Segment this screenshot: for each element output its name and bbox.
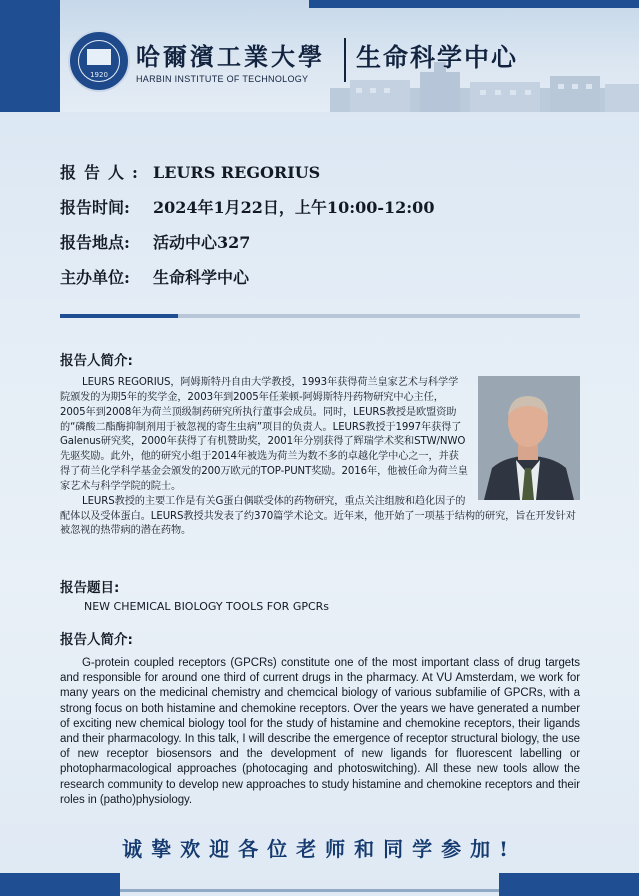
section-divider-accent	[60, 314, 178, 318]
speaker-row	[60, 160, 434, 195]
host-label: 主办单位:	[60, 268, 130, 287]
host-value: 生命科学中心	[153, 268, 250, 287]
university-name-cn: 哈爾濱工業大學	[136, 42, 325, 71]
speaker-label: 报告人:	[60, 163, 146, 182]
time-value: 2024年1月22日，上午10:00-12:00	[153, 198, 435, 217]
university-name-en: HARBIN INSTITUTE OF TECHNOLOGY	[136, 74, 309, 84]
place-label: 报告地点:	[60, 233, 130, 252]
place-value: 活动中心327	[153, 233, 251, 252]
bio-paragraph-1: LEURS REGORIUS，阿姆斯特丹自由大学教授，1993年获得荷兰皇家艺术与科学学院颁发的为期5年的奖学金，2003年到2005年任莱顿-阿姆斯特丹药物研究中心主任，2005年到2008年为荷兰顶级制药研究所执行董事会成员。同时，LEURS教授是欧盟资助的“磷酸二酯酶抑制剂用于被忽视的寄生虫病”项目的负责人。LEURS教授于1997年获得了Galenus研究奖，2000年获得了有机赞助奖，2001年分别获得了辉瑞学术奖和STW/NWO先驱奖励。此外，他的研究小组于2014年被选为荷兰为数不多的卓越化学中心之一，并获得了荷兰化学科学基金会颁发的200万欧元的TOP-PUNT奖励。2016年，他被任命为荷兰皇家艺术与科学学院的院士。	[60, 377, 468, 492]
speaker-name: LEURS REGORIUS	[153, 163, 321, 182]
talk-heading: 报告题目:	[60, 580, 120, 596]
speaker-photo	[478, 376, 580, 500]
abstract-text	[60, 656, 580, 808]
building-icon	[87, 49, 111, 65]
bio-text	[60, 376, 580, 539]
footer-accent-left	[0, 873, 120, 896]
talk-title: NEW CHEMICAL BIOLOGY TOOLS FOR GPCRs	[84, 600, 330, 613]
abstract-heading: 报告人简介:	[60, 632, 133, 648]
header-banner	[0, 0, 639, 112]
header-top-accent-bar	[309, 0, 639, 8]
abstract-paragraph: G-protein coupled receptors (GPCRs) constitute one of the most important class of drug targets and responsible for around one third of current drugs in the pharmacy. At VU Amsterdam, we work for many years on the medicinal chemistry and chemcical biology of various subfamilie of GPCRs, with a strong focus on both histamine and chemokine receptors. Over the years we have generated a number of exciting new chemical biology tool for the study of histamine and chemokine receptors, their ligands and their pharmacology. In this talk, I will describe the emergence of receptor structural biology, the use of new receptor biosensors and the development of new ligands for fluorescent labelling or photopharmacological approaches (photocaging and photoswitching). All these new tools allow the research community to develop new approaches to study histamine and chemokine receptors and their roles in (patho)physiology.	[60, 657, 580, 806]
bio-heading: 报告人简介:	[60, 353, 133, 369]
header-divider	[344, 38, 346, 82]
center-name: 生命科学中心	[356, 43, 519, 72]
host-row	[60, 265, 434, 300]
university-logo: 1920	[68, 30, 130, 92]
header-accent-bar	[0, 0, 60, 112]
place-row	[60, 230, 434, 265]
invitation-text: 诚挚欢迎各位老师和同学参加!	[122, 837, 517, 861]
footer-accent-right	[499, 873, 639, 896]
bio-paragraph-2: LEURS教授的主要工作是有关G蛋白偶联受体的药物研究，重点关注组胺和趋化因子的配体以及受体蛋白。LEURS教授共发表了约370篇学术论文。近年来，他开始了一项基于结构的研究，旨在开发针对被忽视的热带病的潜在药物。	[60, 495, 576, 537]
time-label: 报告时间:	[60, 198, 130, 217]
footer-line	[120, 889, 500, 892]
event-info	[60, 160, 434, 300]
time-row	[60, 195, 434, 230]
